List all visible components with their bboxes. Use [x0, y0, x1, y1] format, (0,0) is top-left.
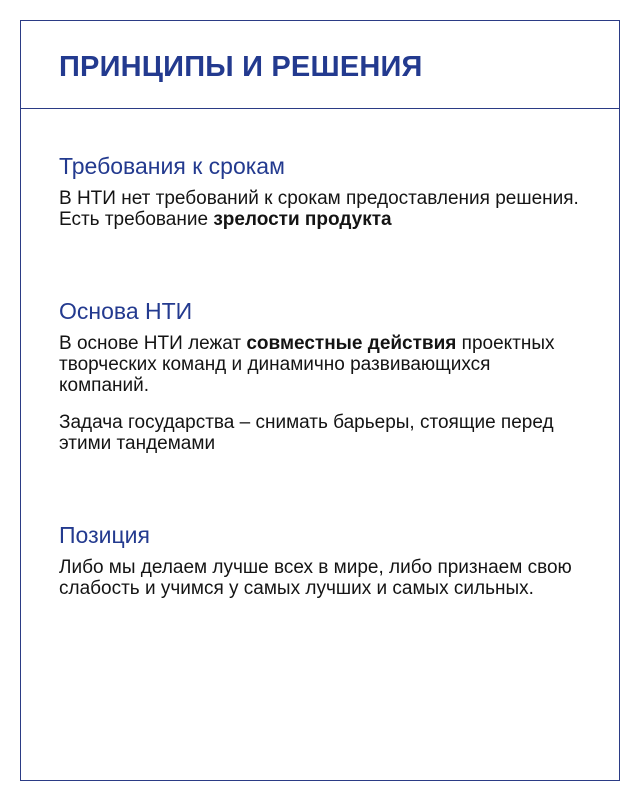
paragraph-text: В основе НТИ лежат [59, 333, 247, 354]
paragraph-emphasis: зрелости продукта [213, 209, 392, 230]
section-deadlines [59, 152, 579, 230]
card-header [21, 21, 619, 109]
section-position [59, 521, 579, 599]
page-title: ПРИНЦИПЫ И РЕШЕНИЯ [59, 51, 423, 83]
paragraph-text: Либо мы делаем лучше всех в мире, либо признаем свою слабость и учимся у самых лучших и самых сильных. [59, 557, 572, 599]
paragraph-emphasis: совместные действия [246, 333, 457, 354]
section-paragraph [59, 188, 579, 230]
principles-card [20, 20, 620, 781]
section-heading: Позиция [59, 522, 150, 548]
paragraph-text: проектных творческих команд и динамично развивающихся компаний. [59, 333, 555, 396]
section-heading: Основа НТИ [59, 298, 193, 324]
section-nti-basis [59, 297, 579, 454]
paragraph-text: В НТИ нет требований к срокам предоставления решения. Есть требование [59, 188, 579, 230]
section-paragraph [59, 333, 579, 396]
section-paragraph [59, 557, 579, 599]
section-paragraph [59, 412, 579, 454]
section-heading: Требования к срокам [59, 153, 285, 179]
paragraph-text: Задача государства – снимать барьеры, стоящие перед этими тандемами [59, 412, 554, 454]
